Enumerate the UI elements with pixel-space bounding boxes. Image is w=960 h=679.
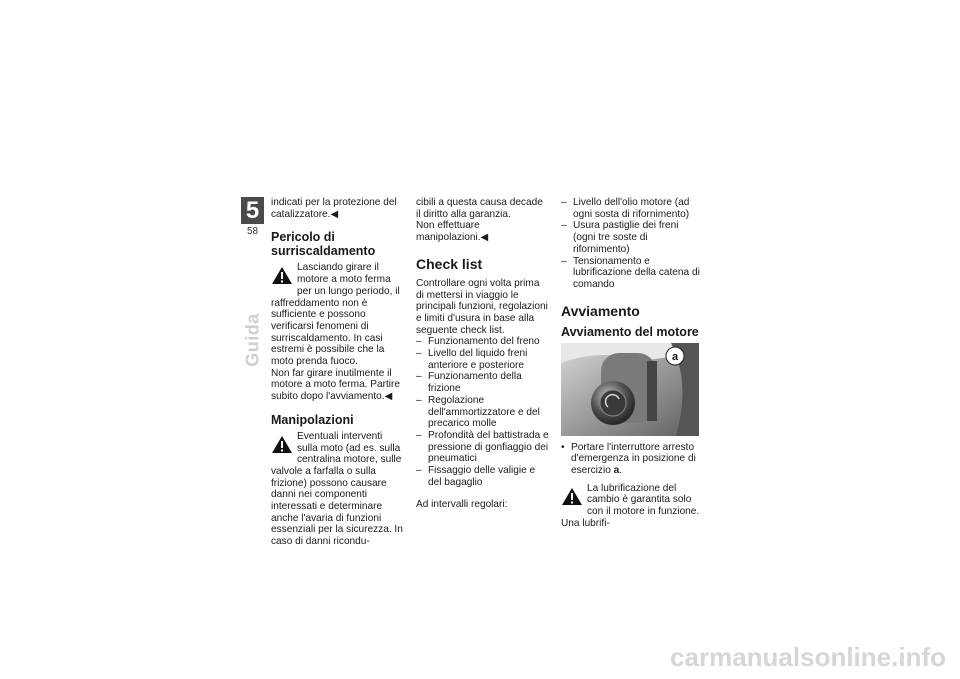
- list-item: – Funzionamento del freno: [416, 336, 550, 348]
- warning-lubrication: [561, 483, 701, 530]
- warning-icon: [561, 487, 583, 506]
- list-item: – Regolazione dell'ammortizzatore e del precarico molle: [416, 395, 550, 430]
- checklist-text: Controllare ogni volta prima di mettersi in viaggio le principali funzioni, regolazioni e limiti d'usura in base alla seguente check list.: [416, 277, 548, 336]
- heading-engine-start: Avviamento del motore: [561, 324, 699, 339]
- list-item: – Livello del liquido freni anteriore e posteriore: [416, 348, 550, 371]
- checklist: [416, 336, 550, 488]
- column-2: [416, 197, 550, 511]
- kill-switch-photo: [561, 343, 699, 436]
- column-1: [271, 197, 403, 548]
- warning-icon: [271, 435, 293, 454]
- warning-overheat-text: Lasciando girare il motore a moto ferma per un lungo periodo, il raffreddamento non è sufficiente e possono verificarsi fenomeni di surriscaldamento. In casi estremi è possibile che la moto prenda fuoco.: [271, 262, 400, 368]
- photo-label-a: a: [671, 350, 679, 363]
- col2-intro: cibili a questa causa decade il diritto alla garanzia.: [416, 197, 543, 220]
- list-item: – Usura pastiglie dei freni (ogni tre soste di rifornimento): [561, 220, 701, 255]
- instruction-text: Portare l'interruttore arresto d'emergenza in posizione di esercizio: [571, 441, 696, 477]
- list-item: – Funzionamento della frizione: [416, 371, 550, 394]
- interval-list: [561, 197, 701, 291]
- column-3: [561, 197, 701, 530]
- heading-overheat: Pericolo di surriscaldamento: [271, 230, 376, 259]
- page-number: 58: [246, 226, 259, 237]
- list-item: – Fissaggio delle valigie e del bagaglio: [416, 465, 550, 488]
- warning-icon: [271, 266, 293, 285]
- list-item: • Portare l'interruttore arresto d'emergenza in posizione di esercizio a.: [561, 442, 701, 477]
- heading-checklist: Check list: [416, 255, 483, 272]
- instruction-list: [561, 442, 701, 477]
- heading-start: Avviamento: [561, 302, 640, 319]
- watermark: carmanualsonline.info: [670, 642, 946, 672]
- chapter-number: 5: [241, 197, 264, 224]
- list-item: – Profondità del battistrada e pressione di gonfiaggio dei pneumatici: [416, 430, 550, 465]
- warning-overheat: [271, 262, 403, 402]
- col1-intro: indicati per la protezione del catalizzatore.◀: [271, 197, 397, 220]
- col2-intro-2: Non effettuare manipolazioni.◀: [416, 220, 489, 244]
- heading-manipulations: Manipolazioni: [271, 412, 354, 427]
- list-item: – Tensionamento e lubrificazione della catena di comando: [561, 256, 701, 291]
- warning-manipulations: [271, 431, 403, 548]
- interval-text: Ad intervalli regolari:: [416, 499, 508, 511]
- warning-manipulations-text: Eventuali interventi sulla moto (ad es. sulla centralina motore, sulle valvole a farfalla o sulla frizione) possono causare danni nei componenti interessati e determinare anche l'avaria di funzioni essenziali per la sicurezza. In caso di danni ricondu-: [271, 430, 403, 548]
- warning-lubrication-text: La lubrificazione del cambio è garantita solo con il motore in funzione. Una lubrifi-: [561, 482, 700, 529]
- warning-overheat-text-2: Non far girare inutilmente il motore a moto ferma. Partire subito dopo l'avviamento.◀: [271, 367, 401, 403]
- instruction-ref: a: [613, 465, 620, 477]
- chapter-label: Guida: [242, 313, 262, 367]
- list-item: – Livello dell'olio motore (ad ogni sosta di rifornimento): [561, 197, 701, 220]
